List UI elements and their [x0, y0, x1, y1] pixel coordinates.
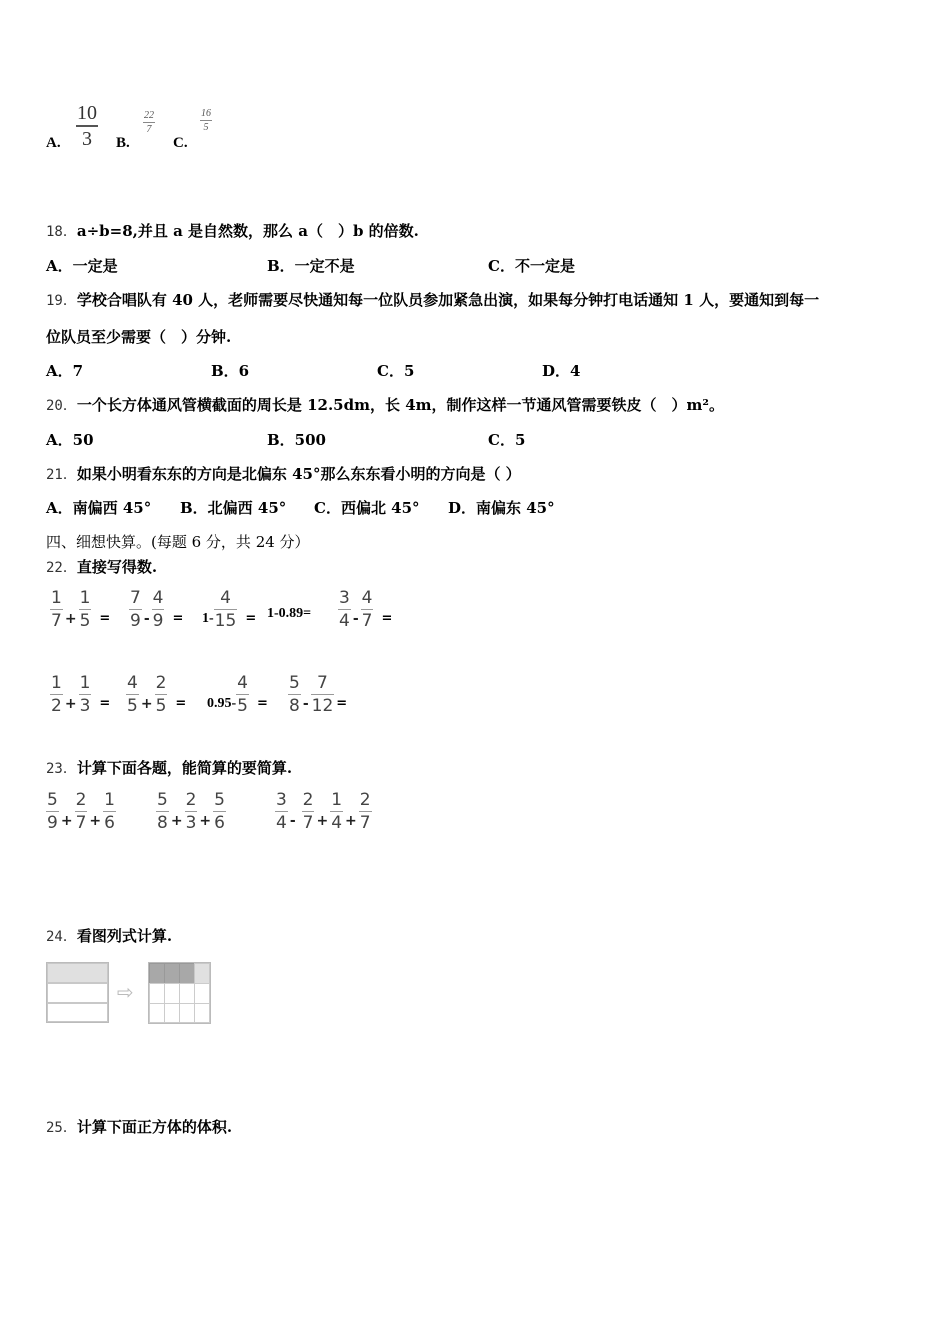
fraction [152, 588, 165, 631]
equals: = [172, 611, 184, 626]
denominator: 2 [51, 696, 62, 716]
q18-option-b[interactable]: B．一定不是 [267, 257, 355, 275]
fraction-bar [359, 811, 372, 812]
fraction-bar [275, 811, 288, 812]
numerator: 7 [130, 588, 141, 608]
q22-expr-4 [267, 588, 311, 622]
fraction-bar [79, 694, 92, 695]
fraction [330, 790, 343, 833]
blank-row [47, 1003, 108, 1022]
fraction-bar [311, 694, 335, 695]
operator: + [345, 812, 357, 829]
denominator: 4 [276, 813, 287, 833]
fraction [79, 588, 92, 631]
fraction-figure-left [46, 962, 109, 1023]
question-text: 计算下面各题，能简算的要简算. [76, 759, 293, 777]
q23-expr-1 [46, 790, 116, 833]
fraction-bar [236, 694, 249, 695]
fraction-bar [143, 122, 155, 123]
fraction-bar [126, 694, 139, 695]
fraction [236, 673, 249, 716]
equals: = [99, 611, 111, 626]
numerator: 4 [361, 588, 373, 608]
leading-term: 0.95- [207, 695, 237, 711]
light-cell [194, 963, 210, 984]
q21-option-b[interactable]: B．北偏西 45° [180, 499, 287, 517]
question-text: 看图列式计算. [76, 927, 173, 945]
fraction [50, 588, 63, 631]
question-text: 直接写得数. [76, 558, 158, 576]
question-number: 19． [46, 293, 77, 309]
denominator: 4 [339, 611, 350, 631]
denominator: 3 [82, 128, 92, 150]
numerator: 1 [79, 588, 91, 608]
denominator: 8 [157, 813, 168, 833]
operator: + [64, 610, 77, 627]
q22-expr-3 [202, 588, 256, 631]
q19-question [46, 290, 819, 311]
fraction-bar [214, 609, 238, 610]
operator: + [89, 812, 102, 829]
fraction [275, 790, 288, 833]
fraction-bar [302, 811, 315, 812]
denominator: 15 [214, 611, 237, 631]
denominator: 6 [214, 813, 225, 833]
q23-expr-2 [156, 790, 226, 833]
q19-option-c[interactable]: C．5 [377, 362, 415, 380]
q18-option-c[interactable]: C．不一定是 [488, 257, 575, 275]
numerator: 5 [214, 790, 225, 810]
denominator: 5 [155, 696, 167, 716]
q22-expr-6 [50, 673, 110, 716]
fraction-bar [213, 811, 226, 812]
fraction [103, 790, 116, 833]
fraction-bar [50, 694, 63, 695]
q19-question-line2: 位队员至少需要（ ）分钟. [46, 328, 232, 346]
section-title: 四、细想快算。(每题 6 分，共 24 分） [46, 533, 310, 551]
numerator: 4 [127, 673, 138, 693]
operator: + [64, 695, 77, 712]
q22-expr-7 [126, 673, 186, 716]
fraction-figure-right [148, 962, 211, 1024]
fraction [213, 790, 226, 833]
denominator: 9 [47, 813, 58, 833]
operator: - [352, 610, 359, 627]
denominator: 3 [185, 813, 197, 833]
numerator: 10 [77, 102, 97, 124]
numerator: 2 [185, 790, 197, 810]
denominator: 7 [359, 813, 371, 833]
blank-cell [194, 983, 210, 1004]
q21-question [46, 464, 521, 485]
equals: = [336, 696, 348, 711]
q25-question [46, 1117, 232, 1138]
question-number: 25． [46, 1120, 77, 1136]
dark-cell [149, 963, 165, 984]
numerator: 1 [331, 790, 343, 810]
question-text-line1: 学校合唱队有 40 人，老师需要尽快通知每一位队员参加紧急出演，如果每分钟打电话通知 1 人，要通知到每一 [76, 291, 820, 309]
q19-option-a[interactable]: A．7 [46, 362, 84, 380]
q20-question [46, 395, 724, 416]
leading-term: 1- [202, 610, 214, 626]
fraction-bar [129, 609, 142, 610]
dark-cell [179, 963, 195, 984]
question-number: 24． [46, 929, 77, 945]
q19-option-b[interactable]: B．6 [211, 362, 250, 380]
fraction [359, 790, 372, 833]
question-text: 如果小明看东东的方向是北偏东 45°那么东东看小明的方向是（ ） [76, 465, 521, 483]
fraction [126, 673, 139, 716]
q21-option-a[interactable]: A．南偏西 45° [46, 499, 152, 517]
q23-expr-3 [275, 790, 372, 833]
equals: = [257, 696, 268, 711]
blank-cell [164, 983, 180, 1004]
numerator: 2 [359, 790, 371, 810]
denominator: 12 [311, 696, 334, 716]
q17-option-b-label[interactable]: B. [116, 135, 130, 151]
operator: + [170, 812, 183, 829]
denominator: 7 [75, 813, 87, 833]
denominator: 3 [79, 696, 91, 716]
fraction-bar [75, 811, 88, 812]
fraction-bar [155, 694, 168, 695]
operator: - [143, 610, 150, 627]
shaded-row [47, 963, 108, 983]
numerator: 1 [51, 588, 62, 608]
plain-expression: 1-0.89= [267, 606, 312, 621]
fraction-bar [288, 694, 301, 695]
fraction-bar [46, 811, 59, 812]
fraction [185, 790, 198, 833]
numerator: 22 [144, 110, 154, 121]
question-text: 计算下面正方体的体积. [76, 1118, 233, 1136]
numerator: 5 [47, 790, 58, 810]
q22-expr-2 [129, 588, 183, 631]
q21-option-d[interactable]: D．南偏东 45° [448, 499, 555, 517]
equals: = [245, 611, 257, 626]
denominator: 5 [203, 122, 209, 133]
fraction-bar [156, 811, 169, 812]
operator: - [302, 695, 309, 712]
fraction [338, 588, 351, 631]
numerator: 1 [104, 790, 115, 810]
denominator: 9 [130, 611, 141, 631]
fraction [79, 673, 92, 716]
q21-option-c[interactable]: C．西偏北 45° [314, 499, 420, 517]
q19-option-d[interactable]: D．4 [542, 362, 581, 380]
q22-expr-9 [288, 673, 347, 716]
fraction-bar [361, 609, 374, 610]
denominator: 5 [79, 611, 91, 631]
equals: = [175, 696, 187, 711]
numerator: 4 [237, 673, 248, 693]
denominator: 4 [331, 813, 343, 833]
fraction [288, 673, 301, 716]
equals: = [99, 696, 111, 711]
question-number: 18． [46, 224, 77, 240]
numerator: 7 [317, 673, 328, 693]
question-text: a÷b=8,并且 a 是自然数，那么 a（ ）b 的倍数. [76, 222, 419, 240]
q17-option-c-fraction [200, 108, 212, 133]
fraction-bar [338, 609, 351, 610]
fraction [156, 790, 169, 833]
question-text: 一个长方体通风管横截面的周长是 12.5dm，长 4m，制作这样一节通风管需要铁皮（ ）m²。 [76, 396, 724, 414]
numerator: 1 [79, 673, 91, 693]
fraction-bar [76, 125, 98, 127]
blank-cell [179, 1003, 195, 1023]
denominator: 7 [146, 124, 152, 135]
blank-cell [149, 1003, 165, 1023]
q23-question [46, 758, 292, 779]
numerator: 4 [220, 588, 231, 608]
denominator: 7 [361, 611, 373, 631]
denominator: 6 [104, 813, 115, 833]
q20-option-b[interactable]: B．500 [267, 431, 326, 449]
operator: - [289, 812, 296, 829]
fraction [46, 790, 59, 833]
q17-options [46, 100, 246, 160]
q24-question [46, 926, 172, 947]
operator: + [140, 695, 153, 712]
q17-option-c-label[interactable]: C. [173, 135, 188, 151]
numerator: 1 [51, 673, 62, 693]
q17-option-b-fraction [143, 110, 155, 135]
numerator: 4 [152, 588, 164, 608]
fraction [129, 588, 142, 631]
fraction-bar [200, 120, 212, 121]
q20-option-c[interactable]: C．5 [488, 431, 526, 449]
denominator: 7 [302, 813, 314, 833]
denominator: 9 [152, 611, 164, 631]
numerator: 2 [75, 790, 87, 810]
operator: + [316, 812, 329, 829]
q18-option-a[interactable]: A．一定是 [46, 257, 118, 275]
numerator: 5 [289, 673, 300, 693]
q22-expr-1 [50, 588, 110, 631]
q22-expr-5 [338, 588, 392, 631]
operator: + [199, 812, 212, 829]
numerator: 2 [155, 673, 167, 693]
blank-cell [179, 983, 195, 1004]
numerator: 5 [157, 790, 168, 810]
dark-cell [164, 963, 180, 984]
fraction [361, 588, 374, 631]
numerator: 2 [302, 790, 314, 810]
fraction-bar [79, 609, 92, 610]
denominator: 5 [127, 696, 138, 716]
q22-question [46, 557, 157, 578]
fraction [50, 673, 63, 716]
question-number: 21． [46, 467, 77, 483]
fraction [214, 588, 238, 631]
arrow-icon: ⇨ [117, 980, 134, 1004]
denominator: 5 [237, 696, 248, 716]
denominator: 7 [51, 611, 62, 631]
fraction [75, 790, 88, 833]
question-number: 22． [46, 560, 77, 576]
fraction-bar [185, 811, 198, 812]
fraction [155, 673, 168, 716]
operator: + [60, 812, 73, 829]
numerator: 16 [201, 108, 211, 119]
q20-option-a[interactable]: A．50 [46, 431, 94, 449]
numerator: 3 [339, 588, 350, 608]
blank-row [47, 983, 108, 1003]
q17-option-a-fraction [76, 102, 98, 150]
fraction [302, 790, 315, 833]
numerator: 3 [276, 790, 287, 810]
fraction-bar [152, 609, 165, 610]
q22-expr-8 [207, 673, 268, 716]
fraction-bar [330, 811, 343, 812]
fraction [311, 673, 335, 716]
question-number: 23． [46, 761, 77, 777]
blank-cell [149, 983, 165, 1004]
blank-cell [164, 1003, 180, 1023]
fraction-bar [50, 609, 63, 610]
q17-option-a-label[interactable]: A. [46, 135, 61, 151]
fraction-bar [103, 811, 116, 812]
blank-cell [194, 1003, 210, 1023]
q18-question [46, 221, 419, 242]
denominator: 8 [289, 696, 300, 716]
equals: = [381, 611, 393, 626]
question-number: 20． [46, 398, 77, 414]
